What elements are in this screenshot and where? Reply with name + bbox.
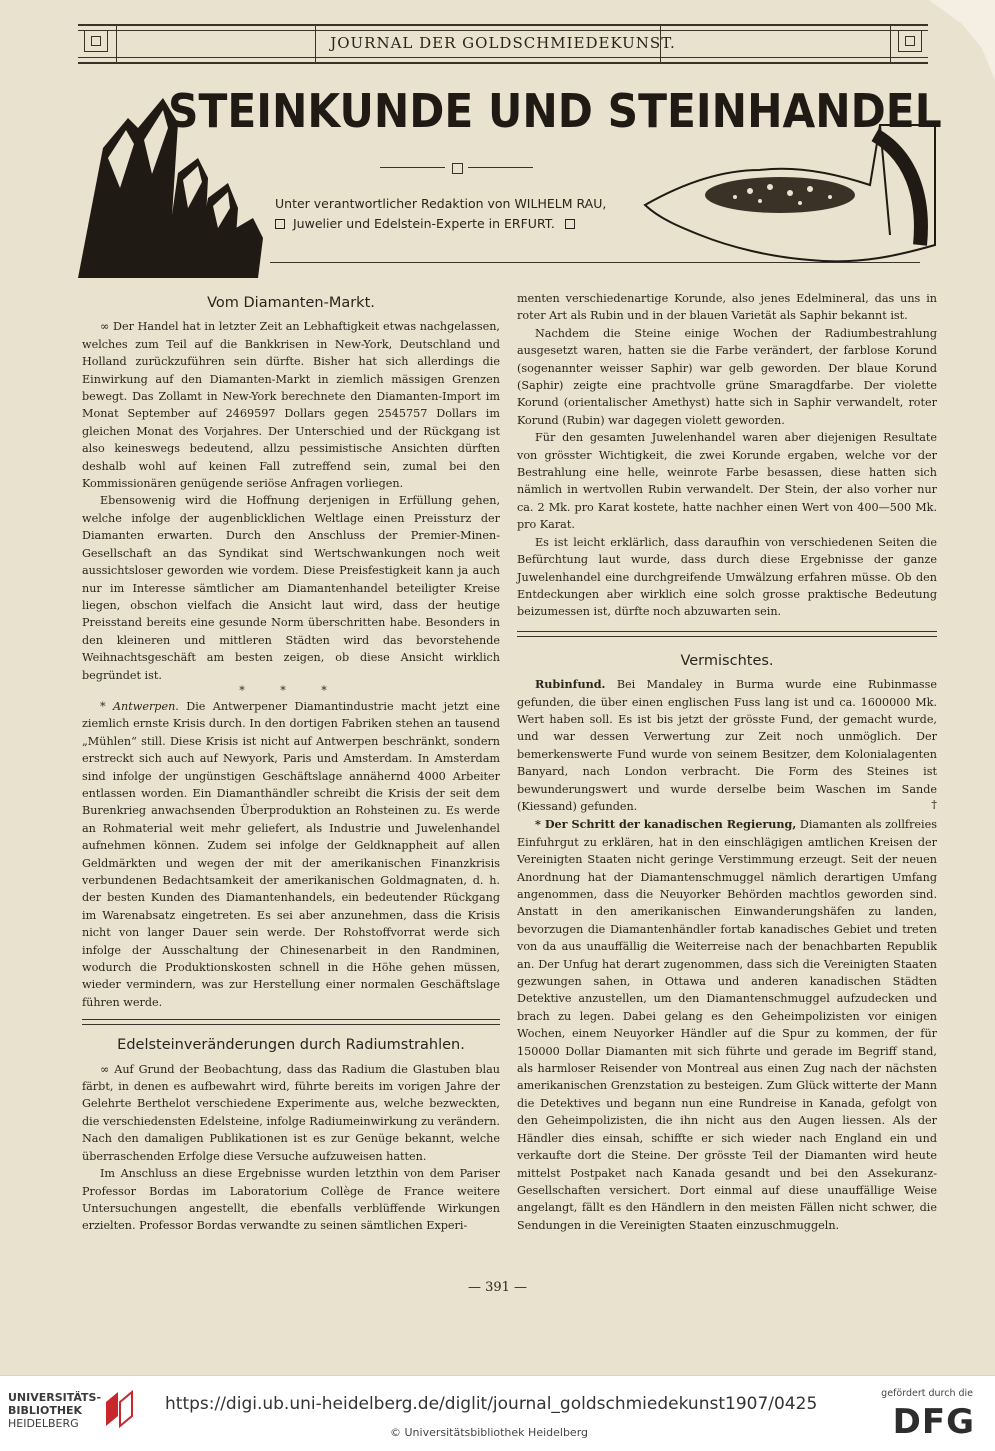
rubinfund-text: Bei Mandaley in Burma wurde eine Rubinmasse gefunden, die über einen englischen Fuss lang ist und ca. 1600000 Mk. Wert haben soll. Es ist bis jetzt der grösste Fund, der gemacht wurde, und war dessen Verwertung zur Zeit noch unmöglich. Der bemerkenswerte Fund wurde von seinem Besitzer, dem Kolonialagenten Banyard, nach London verbracht. Die Form des Steines ist bewunderungswert und wurde derselbe beim Waschen im Sande (Kiessand) gefunden. — [517, 678, 937, 813]
paragraph: Nachdem die Steine einige Wochen der Radiumbestrahlung ausgesetzt waren, hatten sie die Farbe verändert, der farblose Korund (sogenannter weisser Saphir) war gelb geworden. Der blaue Korund (Saphir) zeigte eine prachtvolle grüne Smaragdfarbe. Der violette Korund (orientalischer Amethyst) hatte sich in Saphir verwandelt, roter Korund (Rubin) war dagegen violett geworden. — [517, 326, 937, 427]
square-bullet-icon — [565, 219, 575, 229]
editor-line-1: Unter verantwortlicher Redaktion von WILHELM RAU, — [275, 196, 607, 211]
paragraph: ∞ Auf Grund der Beobachtung, dass das Radium die Glastuben blau färbt, in denen es aufbewahrt wird, führte bereits im vorigen Jahre der Gelehrte Berthelot verschiedene Experimente aus, welche bezweckten, die verschiedensten Edelsteine, infolge Radiumeinwirkung zu verändern. Nach den damaligen Publikationen ist es zur Genüge bekannt, welche überraschenden Erfolge diese Versuche aufzuweisen hatten. — [82, 1062, 500, 1163]
antwerpen-lead: * Antwerpen. — [100, 699, 179, 713]
paragraph: menten verschiedenartige Korunde, also jenes Edelmineral, das uns in roter Art als Rubin und in der blauen Varietät als Saphir bekannt ist. — [517, 292, 937, 323]
paragraph: Ebensowenig wird die Hoffnung derjenigen in Erfüllung gehen, welche infolge der augenblicklichen Weltlage einen Preissturz der Diamanten erwarten. Durch den Anschluss der Premier-Minen-Gesellschaft an das Syndikat sind Wertschwankungen noch weit aussichtsloser geworden wie vordem. Diese Preisfestigkeit kann ja auch nur im Interesse sämtlicher am Diamantenhandel beteiligter Kreise liegen, obschon vielfach die Ansicht laut wird, dass der heutige Preisstand bereits eine gesunde Norm überschritten habe. Besonders in den kleineren und mittleren Städten wird das bevorstehende Weihnachtsgeschäft am besten zeigen, ob diese Ansicht wirklich begründet ist. — [82, 494, 500, 682]
rubinfund-lead: Rubinfund. — [535, 677, 606, 692]
dfg-caption: gefördert durch die — [881, 1388, 973, 1399]
paragraph: Für den gesamten Juwelenhandel waren aber diejenigen Resultate von grösster Wichtigkeit, die zwei Korunde ergaben, welche vor der Bestrahlung eine helle, weinrote Farbe besassen, diese hatten sich nämlich in wertvollen Rubin verwandelt. Der Stein, der also vorher nur ca. 2 Mk. pro Karat kostete, hatte nachher einen Wert von 400—500 Mk. pro Karat. — [517, 431, 937, 532]
copyright-notice: © Universitätsbibliothek Heidelberg — [390, 1426, 589, 1439]
kanada-text: Diamanten als zollfreies Einfuhrgut zu erklären, hat in den einschlägigen amtlichen Kreisen der Vereinigten Staaten nicht geringe Verstimmung erzeugt. Seit der neuen Anordnung hat der Diamantenschmuggel nämlich derartigen Umfang angenommen, dass die Neuyorker Behörden machtlos geworden sind. Anstatt in den amerikanischen Einwanderungshäfen zu landen, bevorzugen die Diamantenhändler fortab kanadisches Gebiet und treten von da aus unauffällig die Weiterreise nach der benachbarten Republik an. Der Unfug hat derart zugenommen, dass sich die Vereinigten Staaten gezwungen sahen, in Ottawa und anderen kanadischen Städten Detektive anzustellen, um den Diamantenschmuggel aufzudecken und brach zu legen. Dabei gelang es den Geheimpolizisten vor einigen Wochen, einem Neuyorker Händler auf die Spur zu kommen, der für 150000 Dollar Diamanten mit sich führte und gerade im Begriff stand, als harmloser Reisender von Montreal aus einen Zug nach der nächsten amerikanischen Grenzstation zu besteigen. Zum Glück witterte der Mann die Detektives und begann nun eine Rundreise in Kanada, gefolgt von den Geheimpolizisten, die ihn nicht aus den Augen liessen. Als der Händler dies einsah, schiffte er sich wieder nach England ein und verkaufte dort die Steine. Der grösste Teil der Diamanten wird heute mittelst Postpaket nach Kanada gesandt und bei den Assekuranz-Gesellschaften versichert. Dort einmal auf diese unauffällige Weise angelangt, fällt es den Händlern in den meisten Fällen nicht schwer, die Sendungen in die Vereinigten Staaten einzuschmuggeln. — [517, 818, 937, 1232]
section-divider — [82, 1019, 500, 1025]
hand-with-gems-illustration — [640, 115, 940, 265]
paragraph: Im Anschluss an diese Ergebnisse wurden letzthin von dem Pariser Professor Bordas im Laboratorium Collège de France weitere Untersuchungen angestellt, die ebenfalls verblüffende Wirkungen erzielten. Professor Bordas verwandte zu seinen sämtlichen Experi- — [82, 1167, 500, 1233]
section-title-diamantenmarkt: Vom Diamanten-Markt. — [207, 295, 375, 311]
journal-title: JOURNAL DER GOLDSCHMIEDEKUNST. — [330, 34, 676, 52]
title-ornament — [380, 163, 540, 173]
paragraph-antwerpen — [82, 698, 500, 1011]
section-divider — [517, 631, 937, 637]
kanada-lead: * Der Schritt der kanadischen Regierung, — [535, 817, 797, 832]
paragraph-kanada — [517, 816, 937, 1234]
dagger-mark: † — [931, 798, 937, 812]
left-column — [82, 295, 500, 1235]
paragraph: ∞ Der Handel hat in letzter Zeit an Lebhaftigkeit etwas nachgelassen, welches zum Teil auf die Bankkrisen in New-York, Deutschland und Holland zurückzuführen sein dürfte. Bisher hat sich allerdings die Einwirkung auf den Diamanten-Markt in ziemlich mässigen Grenzen bewegt. Das Zollamt in New-York berechnete den Diamanten-Import im Monat September auf 2469597 Dollars gegen 2545757 Dollars im gleichen Monat des Vorjahres. Der Unterschied und der Rückgang ist also keineswegs bedeutend, allzu pessimistische Ansichten dürften deshalb wohl auf keinen Fall zutreffend sein, zumal bei den Kommissionären genügende seriöse Anfragen vorliegen. — [82, 320, 500, 491]
paragraph: Es ist leicht erklärlich, dass daraufhin von verschiedenen Seiten die Befürchtung laut wurde, dass durch diese Ergebnisse der ganze Juwelenhandel eine durchgreifende Umwälzung erfahren müsse. Ob den Entdeckungen aber wirklich eine solch grosse praktische Bedeutung beizumessen ist, dürfte noch abzuwarten sein. — [517, 535, 937, 619]
ub-heidelberg-logo[interactable] — [8, 1391, 101, 1430]
main-title: STEINKUNDE UND STEINHANDEL — [168, 84, 942, 138]
page-number: — 391 — — [467, 1280, 528, 1295]
antwerpen-text: Die Antwerpener Diamantindustrie macht jetzt eine ziemlich ernste Krisis durch. In den dortigen Fabriken stehen an tausend „Mühlen“ still. Diese Krisis ist nicht auf Antwerpen beschränkt, sondern erstreckt sich auch auf Newyork, Paris und Amsterdam. In Amsterdam sind infolge der ungünstigen Geschäftslage annähernd 4000 Arbeiter entlassen worden. Ein Diamanthändler schreibt die Krisis der seit dem Burenkrieg anwachsenden Überproduktion an Rohsteinen zu. Es werde an Rohmaterial weit mehr geliefert, als Industrie und Juwelenhandel aufnehmen können. Zudem sei infolge der Geldknappheit auf allen Geldmärkten und wegen der mit der amerikanischen Finanzkrisis verbundenen Bedachtsamkeit der amerikanischen Goldmagnaten, d. h. der besten Kunden des Diamantenhandels, ein bedeutender Rückgang im Warenabsatz eingetreten. Es sei aber anzunehmen, dass die Krisis nicht von langer Dauer sein werde. Der Rohstoffvorrat werde sich infolge der Ausschaltung der Chinesenarbeit in den Randminen, wodurch die Produktionskosten schnell in die Höhe gehen müssen, wieder vermindern, was zur Herstellung einer normalen Geschäftslage führen werde. — [82, 699, 500, 1009]
dfg-logo[interactable]: DFG — [892, 1402, 975, 1442]
section-stars: * * * — [239, 683, 343, 697]
section-title-radium: Edelsteinveränderungen durch Radiumstrahlen. — [117, 1037, 465, 1054]
editor-credit — [275, 194, 635, 234]
header-rule — [270, 262, 920, 263]
ub-logo-mark-icon — [102, 1388, 136, 1430]
journal-header-bar — [78, 24, 928, 64]
permalink-url[interactable]: https://digi.ub.uni-heidelberg.de/diglit/journal_goldschmiedekunst1907/0425 — [165, 1394, 818, 1414]
square-bullet-icon — [275, 219, 285, 229]
section-title-vermischtes: Vermischtes. — [680, 652, 774, 669]
right-column — [517, 290, 937, 1234]
viewer-footer — [0, 1375, 995, 1451]
logo-line-1: UNIVERSITÄTS- — [8, 1391, 102, 1404]
logo-line-3: HEIDELBERG — [8, 1417, 79, 1430]
paragraph-rubinfund — [517, 676, 937, 815]
logo-line-2: BIBLIOTHEK — [8, 1404, 83, 1417]
editor-line-2: Juwelier und Edelstein-Experte in ERFURT. — [293, 216, 555, 231]
